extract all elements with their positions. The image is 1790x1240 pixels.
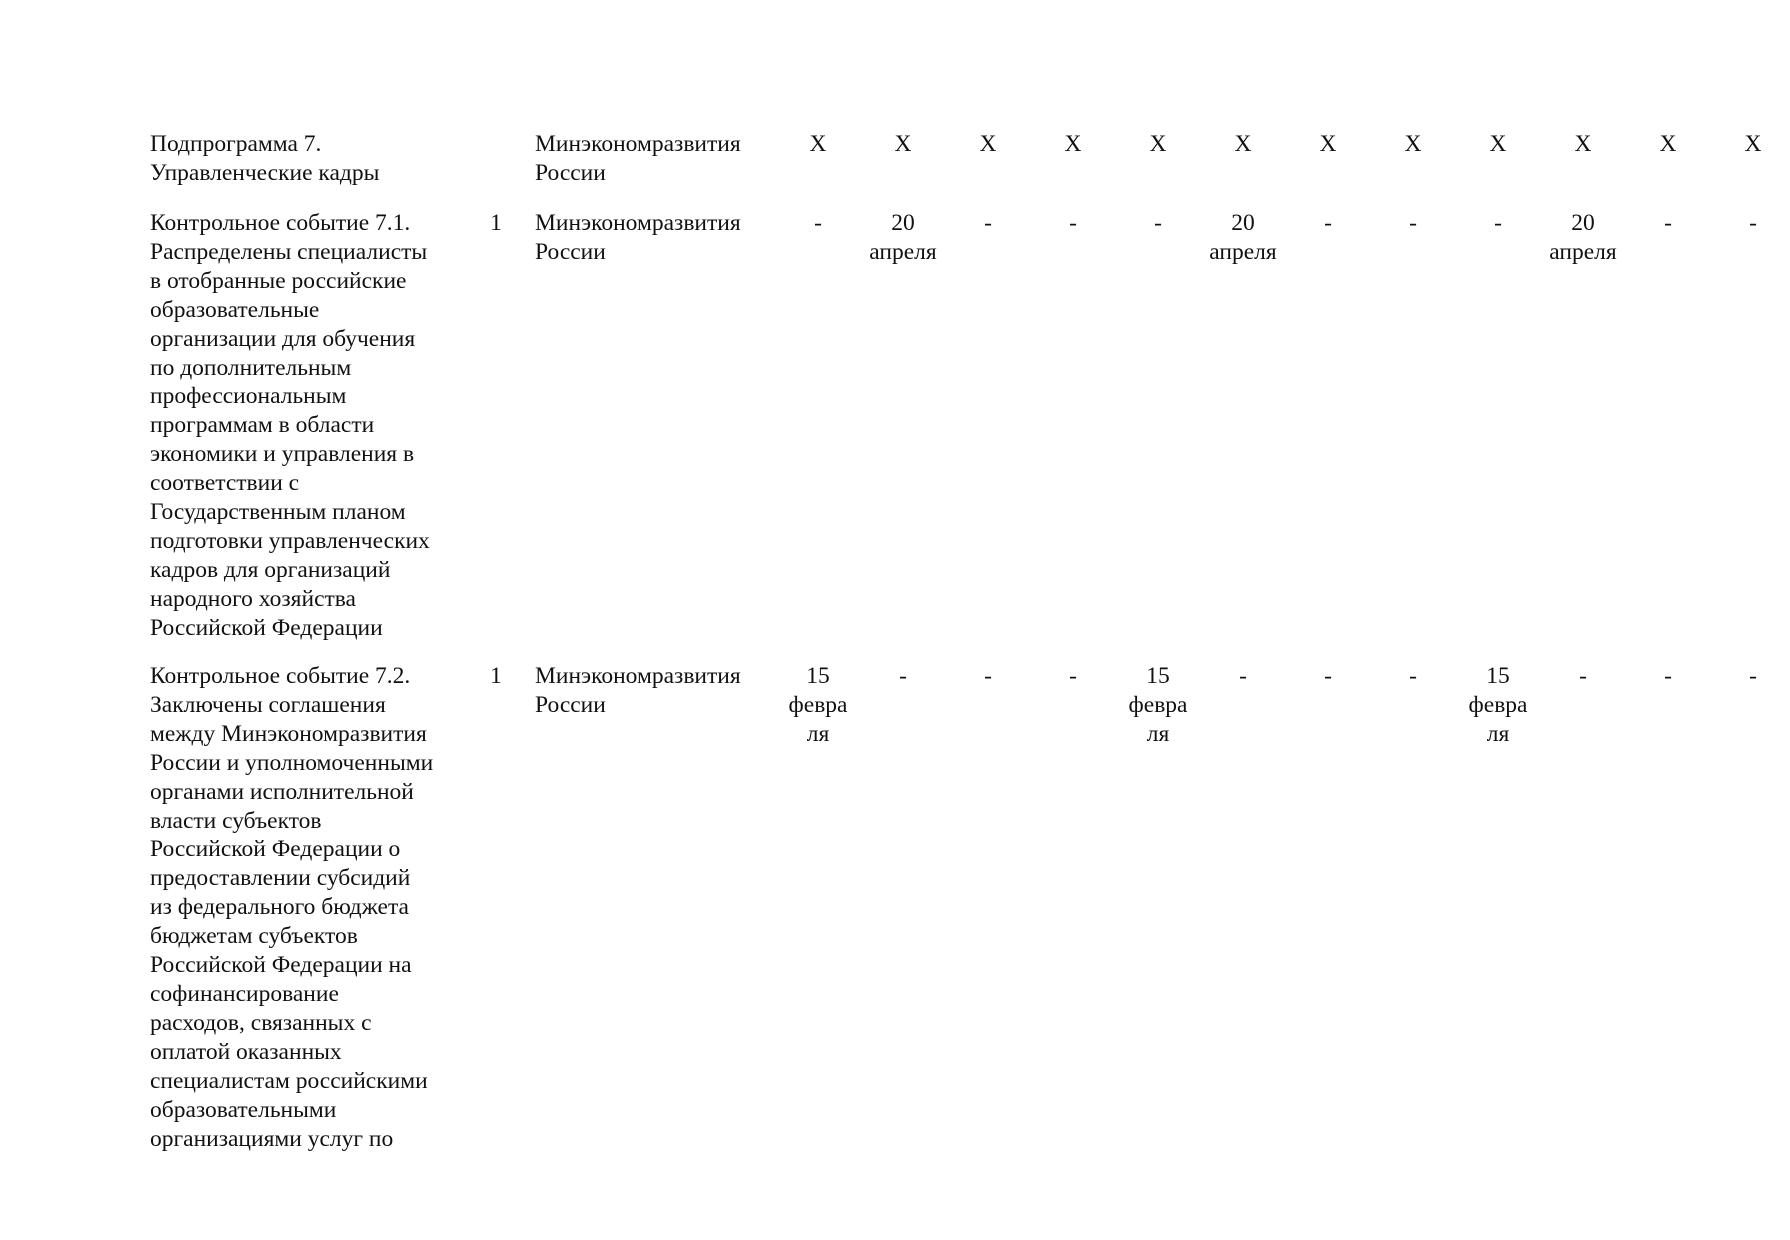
schedule-cell xyxy=(1376,662,1450,691)
schedule-cell xyxy=(1036,662,1110,691)
schedule-cell-line: Х xyxy=(1574,131,1592,157)
responsible-org xyxy=(535,662,765,720)
schedule-cell-line: Х xyxy=(1234,131,1252,157)
schedule-cell xyxy=(781,209,855,238)
schedule-cell xyxy=(1631,209,1705,238)
event-name-line: Государственным планом xyxy=(150,499,406,526)
schedule-cell-line: - xyxy=(1664,210,1672,236)
schedule-cell-line: - xyxy=(1409,210,1417,236)
schedule-cell xyxy=(781,662,855,749)
schedule-cell-line: Х xyxy=(1489,131,1507,157)
schedule-cell-line: апреля xyxy=(869,238,937,265)
event-name-line: органами исполнительной xyxy=(150,778,414,805)
event-name-line: образовательные xyxy=(150,296,320,323)
schedule-cell-line: ля xyxy=(1486,720,1510,747)
schedule-cell-line: - xyxy=(1409,663,1417,689)
schedule-cell-line: - xyxy=(984,210,992,236)
event-name-line: программам в области xyxy=(150,412,375,439)
event-name-line: предоставлении субсидий xyxy=(150,865,411,892)
schedule-cell-line: 15 xyxy=(806,663,830,689)
schedule-cell-line: - xyxy=(1494,210,1502,236)
schedule-cell-line: - xyxy=(1239,663,1247,689)
schedule-cell-line: 20 xyxy=(1231,210,1255,236)
schedule-cell-line: Х xyxy=(1659,131,1677,157)
schedule-cell xyxy=(866,130,940,159)
event-name-line: подготовки управленческих xyxy=(150,527,430,554)
responsible-org-line: России xyxy=(535,238,606,265)
schedule-cell-line: - xyxy=(1749,663,1757,689)
schedule-cell xyxy=(1546,662,1620,691)
schedule-cell-line: апреля xyxy=(1209,238,1277,265)
event-name-line: Контрольное событие 7.1. xyxy=(150,210,411,236)
schedule-cell-line: 20 xyxy=(1571,210,1595,236)
schedule-cell-line: - xyxy=(1069,663,1077,689)
schedule-cell xyxy=(1376,130,1450,159)
event-name-line: профессиональным xyxy=(150,383,347,410)
schedule-cell-line: - xyxy=(1579,663,1587,689)
schedule-cell-line: - xyxy=(1069,210,1077,236)
event-name-line: соответствии с xyxy=(150,470,300,497)
responsible-org xyxy=(535,130,765,188)
schedule-cell-line: - xyxy=(984,663,992,689)
event-name-line: Распределены специалисты xyxy=(150,238,428,265)
schedule-cell xyxy=(1206,130,1280,159)
event-name-line: Управленческие кадры xyxy=(150,159,380,186)
schedule-cell xyxy=(951,662,1025,691)
schedule-cell xyxy=(781,130,855,159)
event-name-line: России и уполномоченными xyxy=(150,749,434,776)
event-name-line: кадров для организаций xyxy=(150,556,391,583)
event-name-line: организации для обучения xyxy=(150,325,416,352)
responsible-org-line: Минэкономразвития xyxy=(535,210,741,236)
schedule-cell-line: 20 xyxy=(891,210,915,236)
schedule-cell xyxy=(1631,130,1705,159)
event-name-line: между Минэкономразвития xyxy=(150,720,427,747)
schedule-cell xyxy=(1631,662,1705,691)
event-name-line: из федерального бюджета xyxy=(150,894,409,921)
event-name-line: оплатой оказанных xyxy=(150,1038,342,1065)
schedule-cell-line: - xyxy=(1154,210,1162,236)
schedule-cell xyxy=(1121,130,1195,159)
schedule-cell xyxy=(866,662,940,691)
event-name xyxy=(150,130,460,188)
event-name-line: бюджетам субъектов xyxy=(150,923,358,950)
schedule-cell-line: Х xyxy=(1744,131,1762,157)
schedule-cell-line: - xyxy=(814,210,822,236)
responsible-org-line: России xyxy=(535,159,606,186)
event-name-line: экономики и управления в xyxy=(150,441,415,468)
schedule-cell-line: апреля xyxy=(1549,238,1617,265)
responsible-org xyxy=(535,209,765,267)
schedule-cell xyxy=(1546,130,1620,159)
event-name-line: Российской Федерации xyxy=(150,614,383,641)
schedule-cell-line: февра xyxy=(788,691,848,718)
schedule-cell xyxy=(1036,130,1110,159)
schedule-cell xyxy=(1291,209,1365,238)
schedule-cell xyxy=(1206,209,1280,267)
schedule-cell-line: Х xyxy=(979,131,997,157)
responsible-org-line: Минэкономразвития xyxy=(535,131,741,157)
event-name-line: расходов, связанных с xyxy=(150,1009,372,1036)
event-name-line: народного хозяйства xyxy=(150,585,356,612)
event-name-line: Подпрограмма 7. xyxy=(150,131,322,157)
schedule-cell-line: Х xyxy=(1064,131,1082,157)
schedule-cell-line: Х xyxy=(1149,131,1167,157)
schedule-cell xyxy=(1121,209,1195,238)
schedule-cell xyxy=(1291,662,1365,691)
responsible-org-line: Минэкономразвития xyxy=(535,663,741,689)
schedule-cell xyxy=(1036,209,1110,238)
event-name xyxy=(150,662,460,1153)
schedule-cell xyxy=(1121,662,1195,749)
event-number: 1 xyxy=(490,663,502,689)
schedule-cell xyxy=(1461,662,1535,749)
schedule-cell xyxy=(1716,209,1790,238)
schedule-cell xyxy=(951,130,1025,159)
event-name-line: организациями услуг по xyxy=(150,1125,394,1152)
event-name-line: образовательными xyxy=(150,1096,337,1123)
schedule-cell-line: Х xyxy=(809,131,827,157)
schedule-cell xyxy=(1291,130,1365,159)
schedule-cell-line: Х xyxy=(1404,131,1422,157)
schedule-cell-line: Х xyxy=(894,131,912,157)
schedule-cell-line: - xyxy=(1324,663,1332,689)
schedule-cell-line: - xyxy=(1324,210,1332,236)
event-number: 1 xyxy=(490,210,502,236)
schedule-cell-line: февра xyxy=(1128,691,1188,718)
event-name-line: по дополнительным xyxy=(150,354,352,381)
event-name-line: специалистам российскими xyxy=(150,1067,428,1094)
responsible-org-line: России xyxy=(535,691,606,718)
event-name-line: софинансирование xyxy=(150,980,339,1007)
schedule-cell-line: ля xyxy=(1146,720,1170,747)
event-name-line: власти субъектов xyxy=(150,807,322,834)
event-name-line: Российской Федерации о xyxy=(150,836,401,863)
event-name xyxy=(150,209,460,643)
schedule-cell xyxy=(1376,209,1450,238)
event-name-line: Контрольное событие 7.2. xyxy=(150,663,411,689)
schedule-cell xyxy=(1461,130,1535,159)
schedule-cell-line: ля xyxy=(806,720,830,747)
schedule-cell-line: - xyxy=(1749,210,1757,236)
schedule-cell xyxy=(1461,209,1535,238)
event-name-line: Российской Федерации на xyxy=(150,952,412,979)
schedule-cell xyxy=(1716,130,1790,159)
schedule-cell-line: 15 xyxy=(1486,663,1510,689)
schedule-cell xyxy=(951,209,1025,238)
event-name-line: в отобранные российские xyxy=(150,267,407,294)
schedule-cell-line: февра xyxy=(1468,691,1528,718)
schedule-cell xyxy=(1716,662,1790,691)
schedule-cell xyxy=(1206,662,1280,691)
schedule-cell xyxy=(1546,209,1620,267)
schedule-cell-line: Х xyxy=(1319,131,1337,157)
schedule-cell xyxy=(866,209,940,267)
schedule-cell-line: - xyxy=(899,663,907,689)
schedule-cell-line: 15 xyxy=(1146,663,1170,689)
event-name-line: Заключены соглашения xyxy=(150,691,386,718)
schedule-cell-line: - xyxy=(1664,663,1672,689)
